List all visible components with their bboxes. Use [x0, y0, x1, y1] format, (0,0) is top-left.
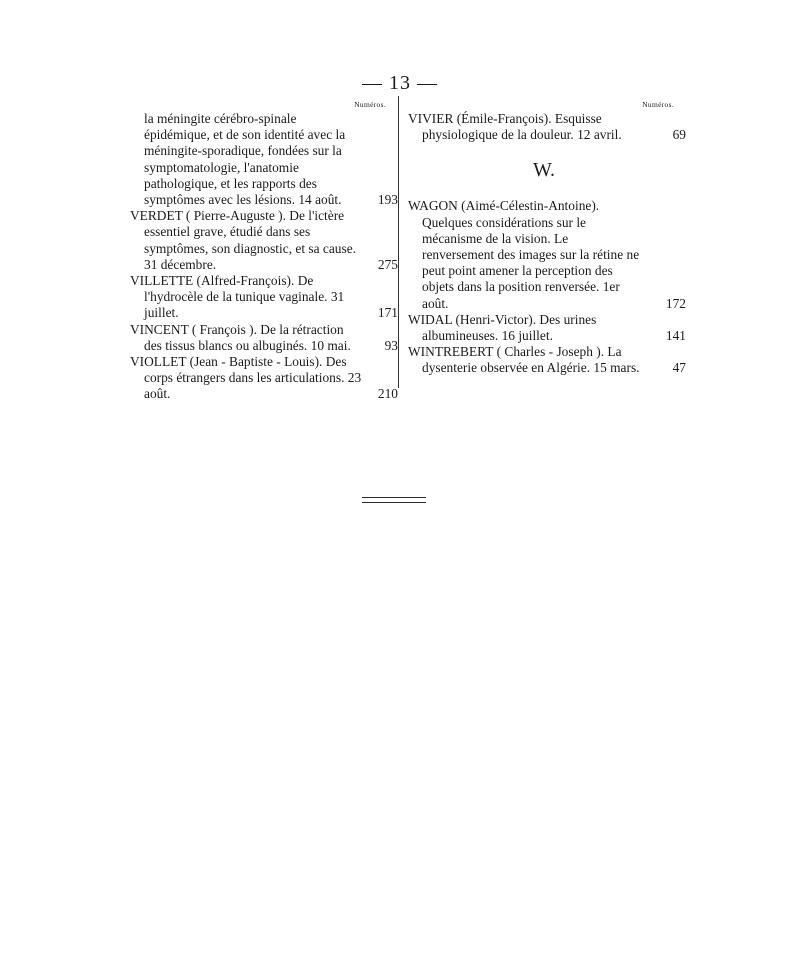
entry-number: 93 — [384, 337, 398, 353]
index-entry — [408, 198, 686, 311]
entry-text: VILLETTE (Alfred-François). De l'hydrocèle de la tunique vaginale. 31 juillet. — [130, 273, 345, 321]
entry-text: VERDET ( Pierre-Auguste ). De l'ictère essentiel grave, étudié dans ses symptômes, son diagnostic, et sa cause. 31 décembre. — [130, 208, 356, 272]
end-double-rule — [362, 497, 426, 503]
numeros-label: Numéros. — [354, 100, 386, 109]
entry-text: la méningite cérébro-spinale épidémique, et de son identité avec la méningite-sporadique, fondées sur la symptomatologie, l'anatomie pathologique, et les rapports des symptômes avec les lésions. 14 août. — [144, 111, 346, 208]
numeros-label: Numéros. — [642, 100, 674, 109]
entry-number: 193 — [377, 192, 398, 208]
index-entry — [408, 111, 686, 143]
entry-number: 172 — [665, 295, 686, 311]
entry-number: 171 — [377, 305, 398, 321]
entry-number: 47 — [672, 360, 686, 376]
entry-number: 275 — [377, 256, 398, 272]
right-column — [408, 100, 686, 377]
entry-number: 141 — [665, 328, 686, 344]
index-entry — [408, 311, 686, 344]
index-entry — [130, 354, 398, 403]
index-entry — [130, 208, 398, 273]
page-number: — 13 — — [362, 72, 438, 94]
index-entry — [408, 344, 686, 376]
left-column — [130, 100, 398, 403]
index-entry — [130, 321, 398, 354]
entry-text: VIOLLET (Jean - Baptiste - Louis). Des corps étrangers dans les articulations. 23 août. — [130, 354, 362, 402]
index-entry — [130, 273, 398, 322]
entry-number: 210 — [377, 386, 398, 402]
entry-text: WAGON (Aimé-Célestin-Antoine). Quelques considérations sur le mécanisme de la vision. Le renversement des images sur la rétine ne peut point amener la perception des objets dans la position renversée. 1er août. — [408, 198, 640, 311]
column-divider — [398, 96, 399, 388]
entry-text: WIDAL (Henri-Victor). Des urines albumineuses. 16 juillet. — [408, 311, 597, 344]
entry-text: VINCENT ( François ). De la rétraction des tissus blancs ou albuginés. 10 mai. — [130, 321, 351, 353]
index-entry — [130, 111, 398, 208]
entry-text: VIVIER (Émile-François). Esquisse physiologique de la douleur. 12 avril. — [408, 111, 622, 143]
entry-text: WINTREBERT ( Charles - Joseph ). La dysenterie observée en Algérie. 15 mars. — [408, 344, 640, 376]
entry-number: 69 — [672, 127, 686, 143]
section-letter-heading: W. — [532, 159, 556, 182]
